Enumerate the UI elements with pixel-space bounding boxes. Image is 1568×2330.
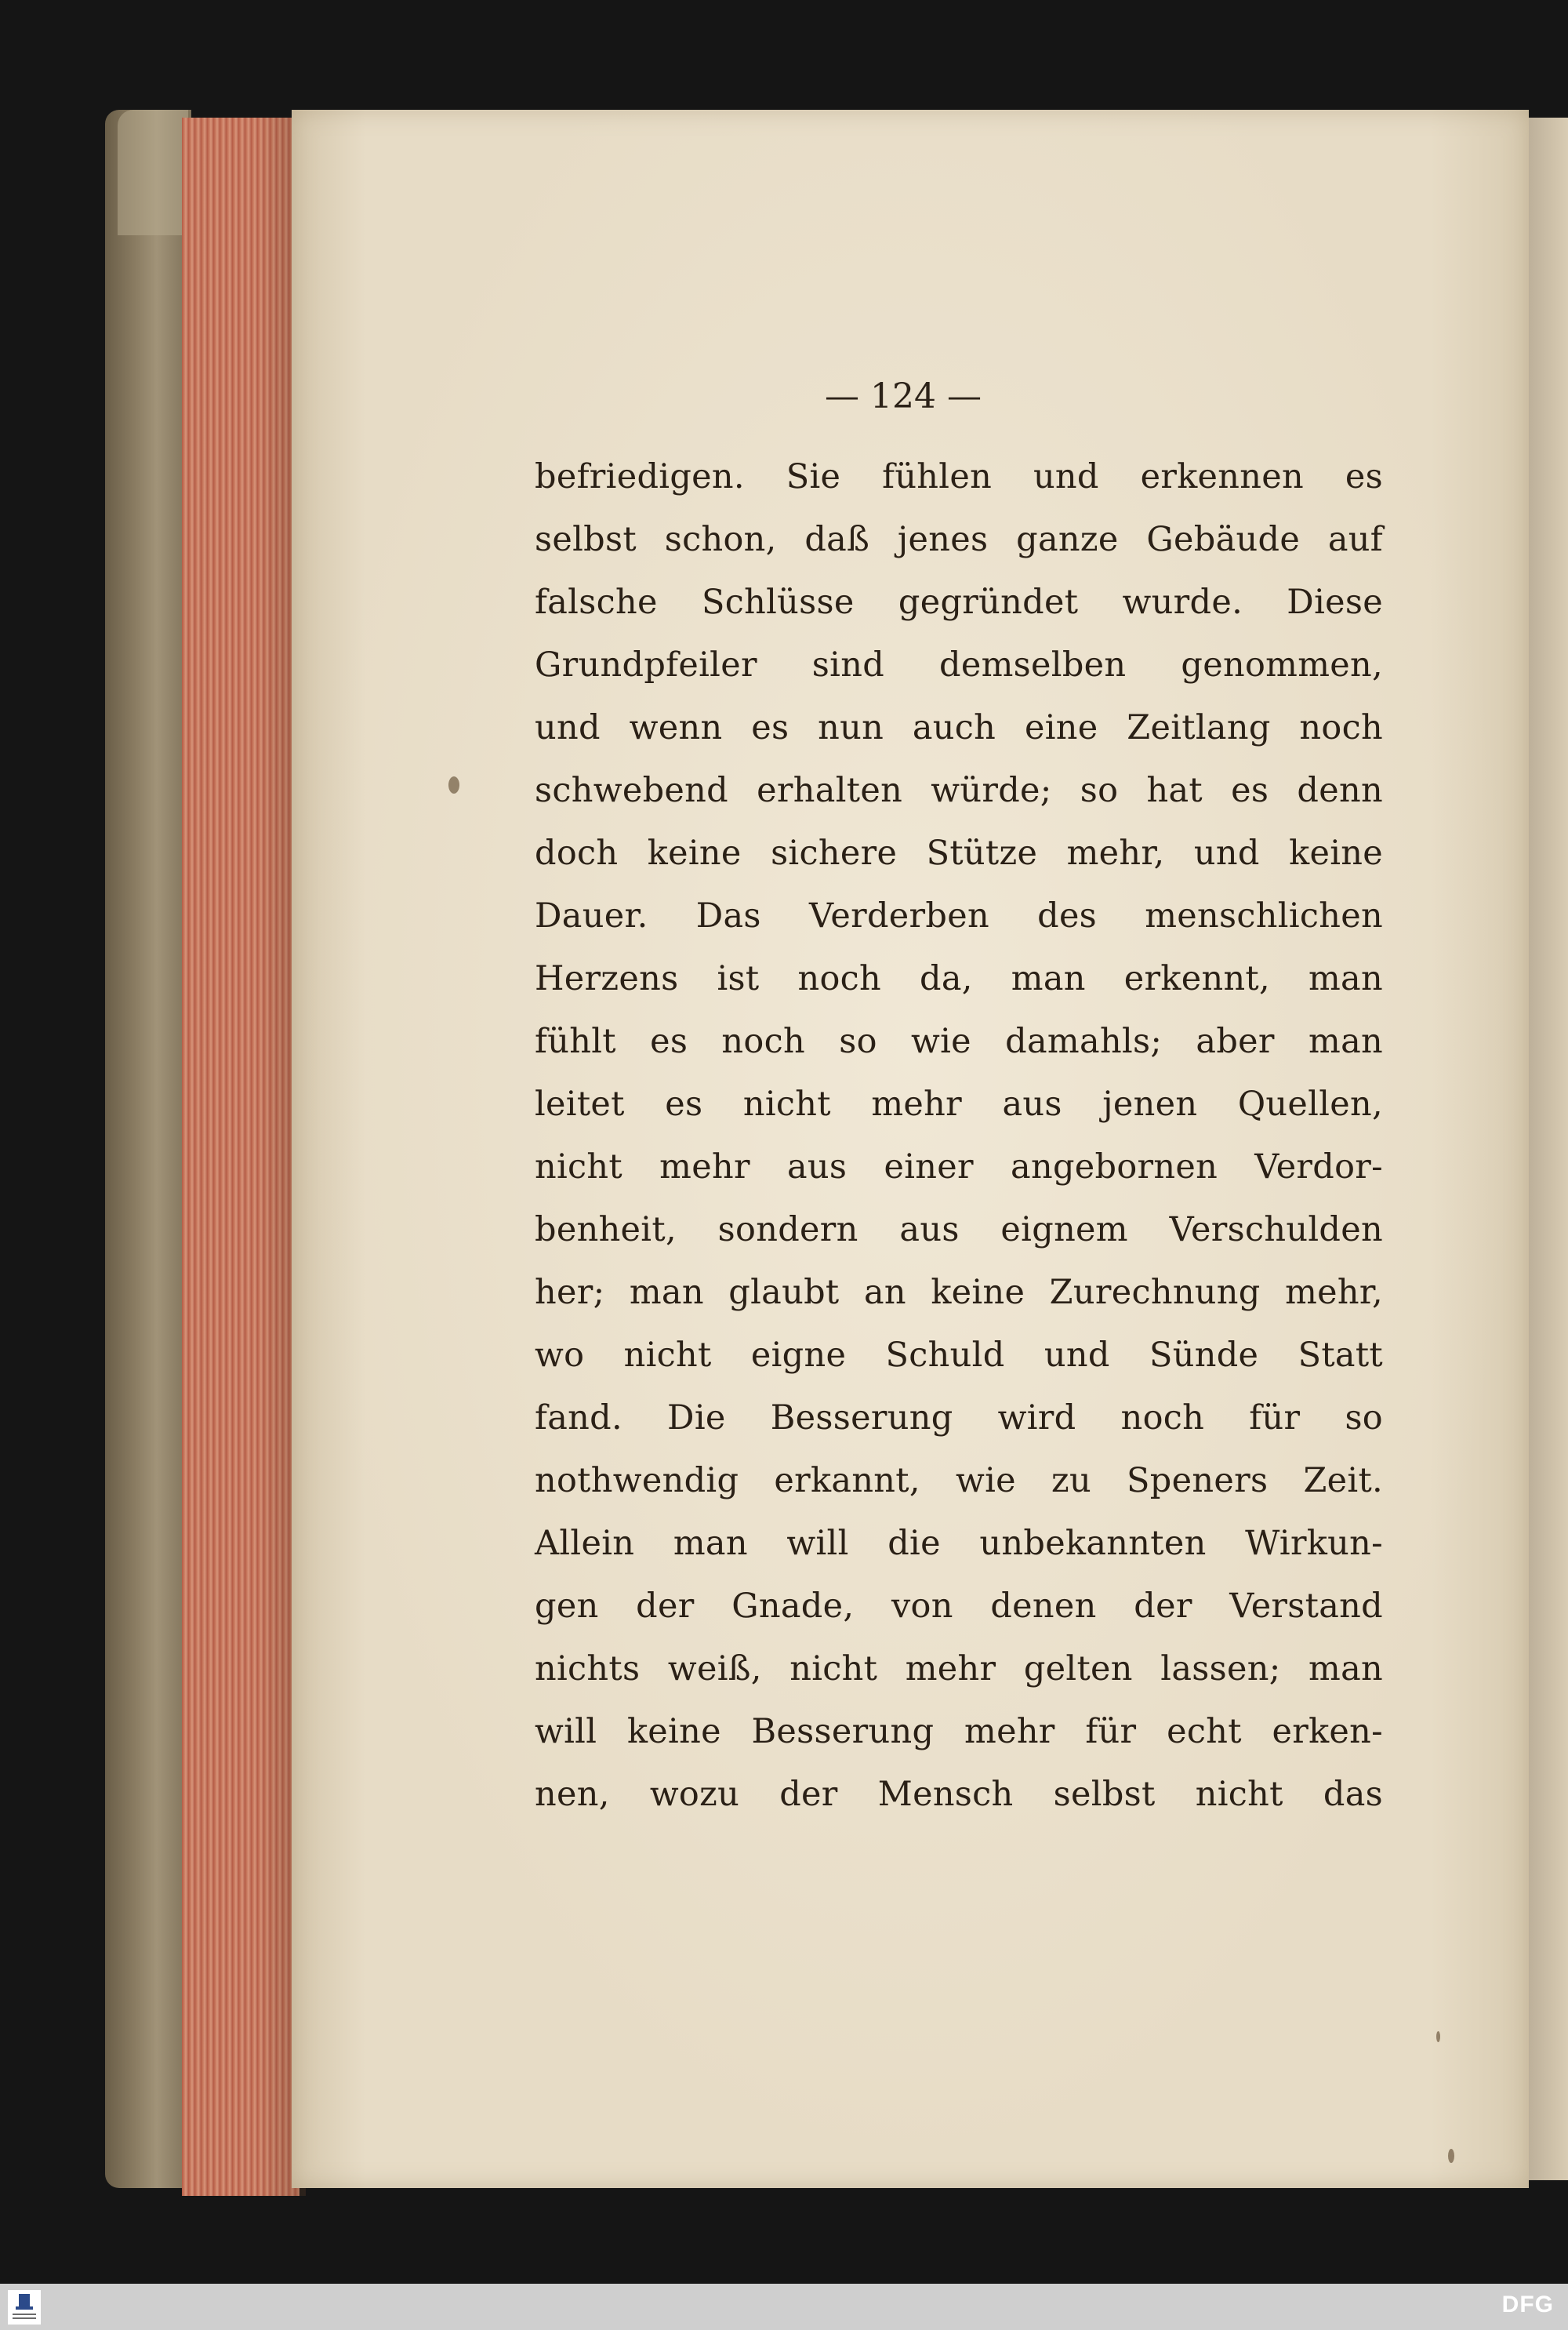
page-text	[535, 445, 1383, 1826]
paper-speck	[1436, 2031, 1440, 2042]
text-line: gen der Gnade, von denen der Verstand	[535, 1587, 1383, 1626]
text-line: Dauer. Das Verderben des menschlichen	[535, 896, 1383, 936]
library-logo-icon[interactable]	[8, 2290, 41, 2325]
text-line: Herzens ist noch da, man erkennt, man	[535, 959, 1383, 998]
text-line: selbst schon, daß jenes ganze Gebäude auf	[535, 520, 1383, 559]
book-page	[292, 110, 1529, 2188]
text-line: doch keine sichere Stütze mehr, und keine	[535, 834, 1383, 873]
page-number: — 124 —	[825, 376, 982, 416]
text-line: schwebend erhalten würde; so hat es denn	[535, 771, 1383, 810]
text-line: wo nicht eigne Schuld und Sünde Statt	[535, 1336, 1383, 1375]
text-line: nen, wozu der Mensch selbst nicht das	[535, 1775, 1383, 1814]
text-line: falsche Schlüsse gegründet wurde. Diese	[535, 583, 1383, 622]
text-line: nicht mehr aus einer angebornen Verdor-	[535, 1147, 1383, 1187]
paper-speck	[1448, 2149, 1454, 2163]
text-line: nothwendig erkannt, wie zu Speners Zeit.	[535, 1461, 1383, 1500]
binding-wear	[118, 110, 188, 235]
text-line: fand. Die Besserung wird noch für so	[535, 1398, 1383, 1438]
text-line: Allein man will die unbekannten Wirkun-	[535, 1524, 1383, 1563]
text-line: will keine Besserung mehr für echt erken-	[535, 1712, 1383, 1751]
text-line: leitet es nicht mehr aus jenen Quellen,	[535, 1085, 1383, 1124]
text-line: und wenn es nun auch eine Zeitlang noch	[535, 708, 1383, 747]
dfg-brand-label: DFG	[1501, 2292, 1554, 2317]
viewer-footer-bar	[0, 2284, 1568, 2330]
text-line: benheit, sondern aus eignem Verschulden	[535, 1210, 1383, 1249]
book-binding	[105, 110, 191, 2188]
text-line: Grundpfeiler sind demselben genommen,	[535, 645, 1383, 685]
next-page-edge	[1529, 118, 1568, 2180]
text-line: her; man glaubt an keine Zurechnung mehr,	[535, 1273, 1383, 1312]
text-line: fühlt es noch so wie damahls; aber man	[535, 1022, 1383, 1061]
text-line: befriedigen. Sie fühlen und erkennen es	[535, 457, 1383, 496]
paper-speck	[448, 776, 459, 794]
text-line: nichts weiß, nicht mehr gelten lassen; man	[535, 1649, 1383, 1688]
